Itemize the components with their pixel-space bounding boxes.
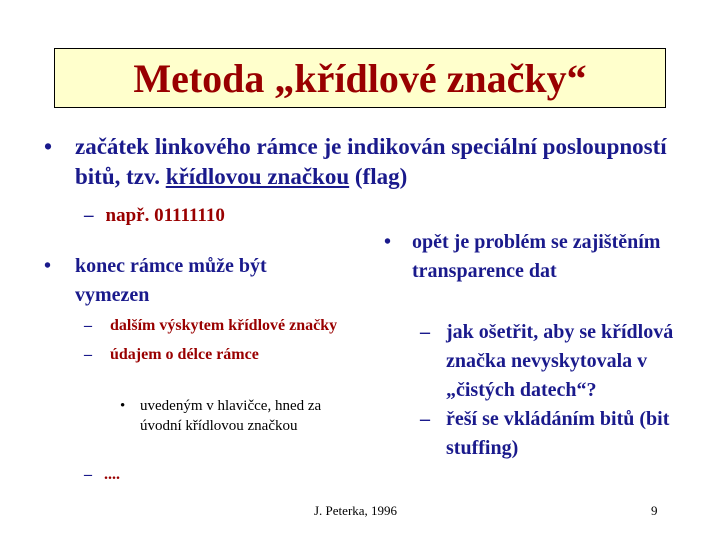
- bullet-text-end: (flag): [349, 164, 408, 189]
- bullet-transparency: [384, 228, 674, 286]
- bullet-icon: •: [44, 255, 52, 277]
- frame-end-more: [84, 466, 120, 484]
- list-item-text: údajem o délce rámce: [110, 346, 259, 363]
- slide-title: Metoda „křídlové značky“: [133, 55, 587, 101]
- length-field-note: [120, 396, 350, 436]
- list-item-text: dalším výskytem křídlové značky: [110, 317, 338, 334]
- footer-author: J. Peterka, 1996: [314, 503, 398, 518]
- dash-icon: –: [84, 317, 92, 334]
- list-item: [420, 318, 690, 405]
- dash-icon: –: [84, 346, 92, 363]
- bullet-text: konec rámce může být vymezen: [75, 255, 267, 306]
- bullet-icon: •: [384, 231, 392, 253]
- flag-term: křídlovou značkou: [165, 164, 350, 189]
- page-number: 9: [651, 503, 658, 518]
- list-item: [84, 315, 354, 337]
- bullet-icon: •: [44, 134, 53, 159]
- flag-example: [84, 205, 225, 227]
- bullet-text: [75, 132, 675, 192]
- transparency-details: [420, 318, 690, 463]
- dash-icon: –: [420, 321, 430, 343]
- list-item: [420, 405, 690, 463]
- ellipsis-text: ....: [104, 466, 120, 483]
- frame-end-options: [84, 315, 354, 373]
- bullet-frame-end: [44, 252, 344, 310]
- bullet-text-start: začátek linkového rámce je indikován speciální posloupností bitů, tzv.: [75, 134, 667, 189]
- bullet-flag-intro: [44, 132, 675, 192]
- dash-icon: –: [84, 466, 92, 483]
- dash-icon: –: [420, 408, 430, 430]
- flag-example-text: např. 01111110: [105, 205, 225, 226]
- dash-icon: –: [84, 205, 94, 226]
- note-text: uvedeným v hlavičce, hned za úvodní křídlovou značkou: [140, 398, 322, 434]
- title-box: [54, 48, 666, 108]
- list-item-text: jak ošetřit, aby se křídlová značka nevyskytovala v „čistých datech“?: [446, 321, 674, 401]
- bullet-text: opět je problém se zajištěním transparence dat: [412, 231, 661, 282]
- list-item: [84, 344, 354, 366]
- list-item-text: řeší se vkládáním bitů (bit stuffing): [446, 408, 670, 459]
- bullet-icon: •: [120, 398, 126, 414]
